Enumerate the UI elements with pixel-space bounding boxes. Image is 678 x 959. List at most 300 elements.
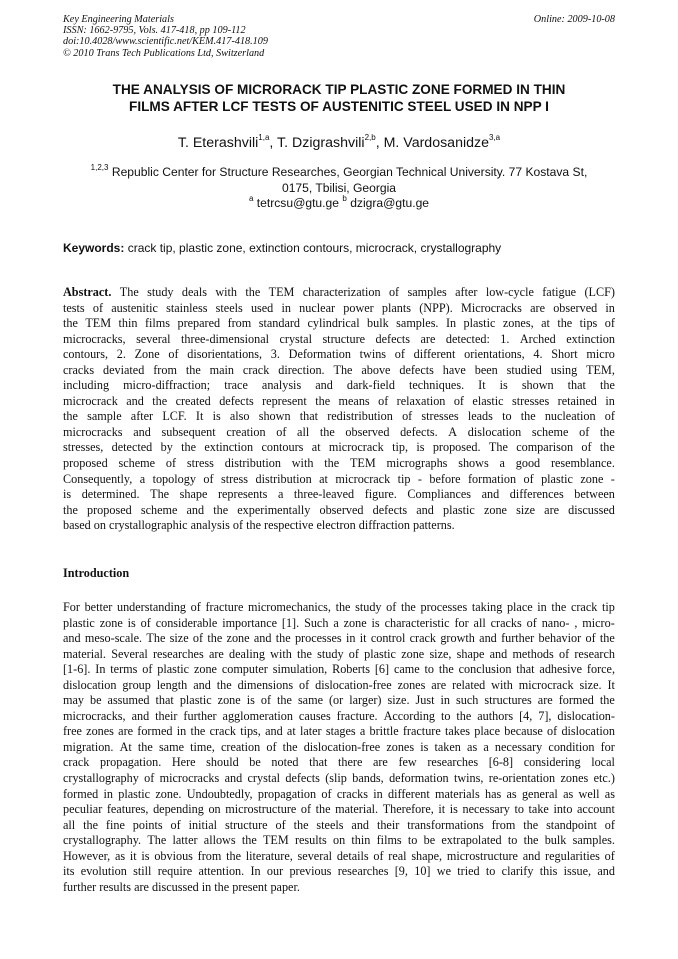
word: in <box>176 724 187 739</box>
word: crystallography <box>63 771 139 786</box>
word: their <box>155 708 178 723</box>
word: of <box>402 409 413 424</box>
word: take <box>528 802 549 817</box>
word: necessary <box>462 802 510 817</box>
word: standard <box>258 316 301 331</box>
word: Deformation <box>288 347 351 362</box>
word: 2. <box>116 347 126 362</box>
word: size, <box>429 646 452 661</box>
word: stresses <box>421 409 459 424</box>
word: micrographs <box>386 456 448 471</box>
word: bulk <box>367 316 389 331</box>
word: resemblance. <box>550 456 615 471</box>
word: TEM, <box>586 362 615 377</box>
word: dislocation <box>467 424 522 439</box>
word: microcracks <box>63 424 123 439</box>
word: defects <box>219 393 254 408</box>
word: few <box>398 755 417 770</box>
word: the <box>523 833 539 848</box>
word: dislocation <box>63 677 117 692</box>
word: 3. <box>270 347 280 362</box>
abstract-line <box>63 363 615 379</box>
word: we <box>436 864 451 879</box>
intro-line <box>63 662 615 678</box>
word: is <box>212 409 221 424</box>
word: a <box>333 615 339 630</box>
word: twins <box>359 347 387 362</box>
intro-line <box>63 818 615 834</box>
word: detected: <box>445 331 490 346</box>
word: allows <box>203 833 236 848</box>
word: local <box>591 755 615 770</box>
abstract-line <box>63 409 615 425</box>
word: and <box>479 631 497 646</box>
word: However, <box>63 848 111 863</box>
word: TEM <box>85 316 112 331</box>
word: In <box>95 662 106 677</box>
word: the <box>400 600 416 614</box>
word: the <box>63 502 78 517</box>
word: the <box>438 662 454 677</box>
word: in <box>605 300 615 315</box>
word: researches <box>337 864 389 879</box>
word: and <box>126 393 144 408</box>
word: size <box>516 502 536 517</box>
word: the <box>599 693 615 708</box>
intro-line <box>63 647 615 663</box>
word: Short <box>551 347 578 362</box>
abstract-line: based on crystallographic analysis of the respective electron diffraction patterns. <box>63 518 455 533</box>
word: meso-scale. <box>84 631 143 646</box>
word: considering <box>523 755 581 770</box>
word: be <box>249 755 261 770</box>
word: well <box>578 786 600 801</box>
word: methods <box>512 646 554 661</box>
word: cylindrical <box>307 316 360 331</box>
word: the <box>315 802 331 817</box>
word: used <box>250 300 274 315</box>
word: its <box>63 864 75 879</box>
word: noted <box>271 755 299 770</box>
word: (or <box>329 693 344 708</box>
word: bulk <box>544 833 567 848</box>
word: it <box>438 802 446 817</box>
word: the <box>213 502 229 517</box>
journal-header <box>63 14 615 59</box>
word: clarify <box>501 864 534 879</box>
word: the <box>282 739 298 754</box>
word: relaxation <box>396 393 446 408</box>
word: microcracks, <box>63 708 126 723</box>
title-line: THE ANALYSIS OF MICRORACK TIP PLASTIC ZONE FORMED IN THIN <box>112 82 566 97</box>
word: features, <box>106 802 149 817</box>
word: be <box>423 833 436 848</box>
word: has <box>484 786 502 801</box>
word: of <box>386 600 397 614</box>
word: regularities <box>545 848 600 863</box>
word: above <box>361 362 391 377</box>
word: the <box>63 316 78 331</box>
word: several <box>136 331 171 346</box>
word: the <box>599 631 615 646</box>
word: the <box>63 409 78 424</box>
word: scheme <box>531 424 569 439</box>
word: stress <box>220 471 249 486</box>
abstract-line <box>63 425 615 441</box>
word: films <box>144 316 171 331</box>
word: analysis <box>261 378 302 393</box>
word: of <box>453 393 464 408</box>
intro-line <box>63 678 615 694</box>
word: issue, <box>563 864 592 879</box>
word: distribution <box>255 471 312 486</box>
author-separator: , <box>269 135 278 151</box>
word: the <box>277 693 292 708</box>
word: by <box>160 440 173 455</box>
email-address[interactable]: dzigra@gtu.ge <box>350 196 430 211</box>
word: means <box>338 393 370 408</box>
word: are <box>431 677 447 692</box>
word: zone <box>580 471 604 486</box>
word: tried <box>457 864 480 879</box>
word: of <box>604 316 615 331</box>
word: researches <box>152 646 204 661</box>
word: defects <box>372 502 408 517</box>
word: It <box>607 677 615 692</box>
word: been <box>474 362 498 377</box>
word: free <box>63 724 82 739</box>
intro-line <box>63 600 615 616</box>
word: elastic <box>472 393 504 408</box>
word: to <box>514 802 524 817</box>
word: in <box>440 693 450 708</box>
word: low-cycle <box>485 285 534 299</box>
word: It <box>195 409 204 424</box>
word: structures <box>484 693 532 708</box>
word: of <box>144 771 155 786</box>
word: studied <box>506 362 542 377</box>
word: considerable <box>155 615 218 630</box>
introduction-section <box>63 600 615 895</box>
word: of <box>604 817 615 832</box>
abstract-line <box>63 332 615 348</box>
word: of <box>604 409 615 424</box>
word: plastic <box>463 316 496 331</box>
word: microcrack <box>335 471 391 486</box>
word: nano- <box>541 615 570 630</box>
word: of <box>140 615 151 630</box>
word: nucleation <box>544 409 596 424</box>
word: the <box>319 424 335 439</box>
word: same <box>158 739 184 754</box>
intro-line <box>63 740 615 756</box>
word: In <box>250 864 261 879</box>
word: The <box>333 362 353 377</box>
word: crack <box>570 600 598 614</box>
intro-line <box>63 864 615 880</box>
word: (LCF) <box>584 285 615 299</box>
word: plastic <box>541 471 573 486</box>
word: it <box>129 848 137 863</box>
word: of <box>585 631 596 646</box>
word: our <box>266 864 284 879</box>
word: scheme <box>140 502 178 517</box>
word: dislocation-free <box>303 739 381 754</box>
word: the <box>324 456 340 471</box>
word: and <box>133 424 151 439</box>
keywords-text: crack tip, plastic zone, extinction contours, microcrack, crystallography <box>127 241 502 255</box>
word: observed <box>319 502 364 517</box>
word: of <box>168 347 179 362</box>
word: later <box>299 724 322 739</box>
word: bands, <box>352 771 384 786</box>
affiliation-city: 0175, Tbilisi, Georgia <box>281 180 397 195</box>
word: Therefore, <box>382 802 434 817</box>
word: condition <box>548 739 595 754</box>
word: from <box>153 362 177 377</box>
word: of <box>579 424 590 439</box>
word: attention. <box>198 864 245 879</box>
word: taken <box>434 739 461 754</box>
email-line <box>63 196 615 212</box>
word: researches <box>427 755 479 770</box>
word: thin <box>118 316 138 331</box>
word: materials <box>435 786 480 801</box>
word: is <box>420 739 429 754</box>
word: plastic <box>118 786 151 801</box>
word: differences <box>509 487 564 502</box>
word: the <box>297 646 312 661</box>
word: the <box>181 440 197 455</box>
word: general <box>521 786 558 801</box>
word: figure. <box>364 487 397 502</box>
word: as <box>467 739 478 754</box>
affiliation-mark: 1,2,3 <box>90 162 109 172</box>
word: stresses <box>511 393 550 408</box>
word: - <box>417 471 422 486</box>
word: and <box>193 677 211 692</box>
word: the <box>551 600 567 614</box>
word: microcracks <box>159 771 220 786</box>
word: re-orientation <box>488 771 556 786</box>
intro-line <box>63 787 615 803</box>
word: creation <box>220 739 261 754</box>
word: of <box>92 300 104 315</box>
word: have <box>442 362 466 377</box>
word: crack <box>63 755 90 770</box>
word: According <box>383 708 436 723</box>
word: of <box>388 285 400 299</box>
word: extinction <box>204 440 254 455</box>
word: material. <box>63 646 106 661</box>
word: The <box>147 833 167 848</box>
word: as <box>604 786 615 801</box>
word: plants <box>381 300 412 315</box>
word: force, <box>586 662 615 677</box>
word: plastic <box>179 693 212 708</box>
word: cracks <box>63 362 95 377</box>
word: zones, <box>502 316 534 331</box>
word: with <box>491 677 513 692</box>
word: this <box>539 864 558 879</box>
word: is <box>449 802 458 817</box>
word: a <box>139 471 146 486</box>
word: tip <box>601 600 615 614</box>
word: observed <box>345 424 390 439</box>
word: the <box>599 424 615 439</box>
word: TEM <box>262 833 289 848</box>
word: still <box>133 864 152 879</box>
word: the <box>520 409 536 424</box>
word: 4. <box>533 347 543 362</box>
word: fracture <box>402 724 441 739</box>
word: migration. <box>63 739 114 754</box>
word: Compliances <box>407 487 472 502</box>
word: adhesive <box>539 662 583 677</box>
word: the <box>315 393 331 408</box>
word: defects <box>399 362 434 377</box>
word: tip, <box>392 440 408 455</box>
word: crystal <box>279 331 312 346</box>
word: zone <box>343 615 367 630</box>
word: require <box>157 864 193 879</box>
word: that <box>567 378 586 393</box>
word: because <box>504 724 543 739</box>
word: all <box>63 817 76 832</box>
word: same <box>297 693 323 708</box>
word: distribution <box>224 456 281 471</box>
word: power <box>343 300 374 315</box>
word: main <box>209 362 235 377</box>
word: three-leaved <box>293 487 355 502</box>
word: that <box>299 409 319 424</box>
intro-line <box>63 616 615 632</box>
word: propagation <box>257 786 317 801</box>
word: zones <box>560 771 589 786</box>
word: and <box>481 487 500 502</box>
word: and <box>253 631 272 646</box>
word: came <box>393 662 420 677</box>
word: is <box>246 693 255 708</box>
word: of <box>190 600 201 614</box>
word: formed <box>558 693 594 708</box>
word: stress <box>186 456 214 471</box>
word: size <box>169 631 189 646</box>
word: Just <box>415 693 435 708</box>
word: contours <box>261 440 304 455</box>
word: their <box>376 817 400 832</box>
word: in <box>537 600 547 614</box>
word: techniques. <box>408 378 465 393</box>
word: LCF. <box>162 409 187 424</box>
abstract-line <box>63 472 615 488</box>
word: that <box>155 693 174 708</box>
word: The <box>488 440 508 455</box>
word: dislocation-free <box>315 677 392 692</box>
word: plastic <box>442 502 475 517</box>
word: (NPP). <box>419 300 453 315</box>
word: size. <box>387 693 410 708</box>
abstract-line <box>63 440 615 456</box>
word: of <box>523 471 534 486</box>
word: zone <box>193 662 217 677</box>
word: with <box>215 285 237 299</box>
word: transformations <box>407 817 484 832</box>
author-name: M. Vardosanidze <box>383 135 489 151</box>
word: etc.) <box>593 771 615 786</box>
word: simulation, <box>272 662 328 677</box>
word: contours, <box>63 347 109 362</box>
word: it <box>359 631 367 646</box>
word: of <box>526 615 537 630</box>
word: computer <box>221 662 268 677</box>
word: Microcracks <box>460 300 522 315</box>
word: observed <box>553 300 598 315</box>
word: propagation. <box>100 755 162 770</box>
intro-line <box>63 849 615 865</box>
word: and <box>131 708 150 723</box>
word: with <box>291 456 314 471</box>
word: the <box>207 631 223 646</box>
email-address[interactable]: tetrcsu@gtu.ge <box>256 196 339 211</box>
word: Such <box>304 615 329 630</box>
word: the <box>137 739 153 754</box>
word: using <box>550 362 578 377</box>
intro-line: further results are discussed in the present paper. <box>63 879 300 894</box>
word: of <box>558 646 570 661</box>
word: to <box>485 864 496 879</box>
word: fine <box>105 817 125 832</box>
word: processes <box>420 600 468 614</box>
word: of <box>203 471 214 486</box>
word: The <box>146 631 166 646</box>
intro-line <box>63 802 615 818</box>
word: characterization <box>302 285 381 299</box>
word: (slip <box>325 771 347 786</box>
word: a <box>483 739 489 754</box>
word: of <box>604 848 615 863</box>
word: and <box>597 864 615 879</box>
keywords-line <box>63 241 615 256</box>
word: including <box>63 378 110 393</box>
word: shown <box>521 378 554 393</box>
word: the <box>185 362 201 377</box>
word: a <box>359 724 366 739</box>
word: of <box>142 662 153 677</box>
word: microstructure <box>446 848 518 863</box>
abstract-line <box>63 347 615 363</box>
word: defects. <box>400 424 438 439</box>
word: in <box>281 300 291 315</box>
word: formation <box>467 471 517 486</box>
word: TEM <box>268 285 295 299</box>
word: to <box>407 833 418 848</box>
abstract-label: Abstract. <box>63 285 112 299</box>
word: is <box>141 848 150 863</box>
journal-name: Key Engineering Materials <box>63 14 174 25</box>
word: Here <box>171 755 196 770</box>
word: good <box>515 456 541 471</box>
word: proposed <box>87 502 132 517</box>
word: authors <box>477 708 514 723</box>
keywords-label: Keywords: <box>63 241 125 255</box>
word: of <box>165 456 177 471</box>
word: points <box>132 817 163 832</box>
word: deviated <box>103 362 145 377</box>
journal-issn: ISSN: 1662-9795, Vols. 417-418, pp 109-112 <box>63 25 246 37</box>
word: extrapolated <box>441 833 502 848</box>
word: subsequent <box>161 424 216 439</box>
